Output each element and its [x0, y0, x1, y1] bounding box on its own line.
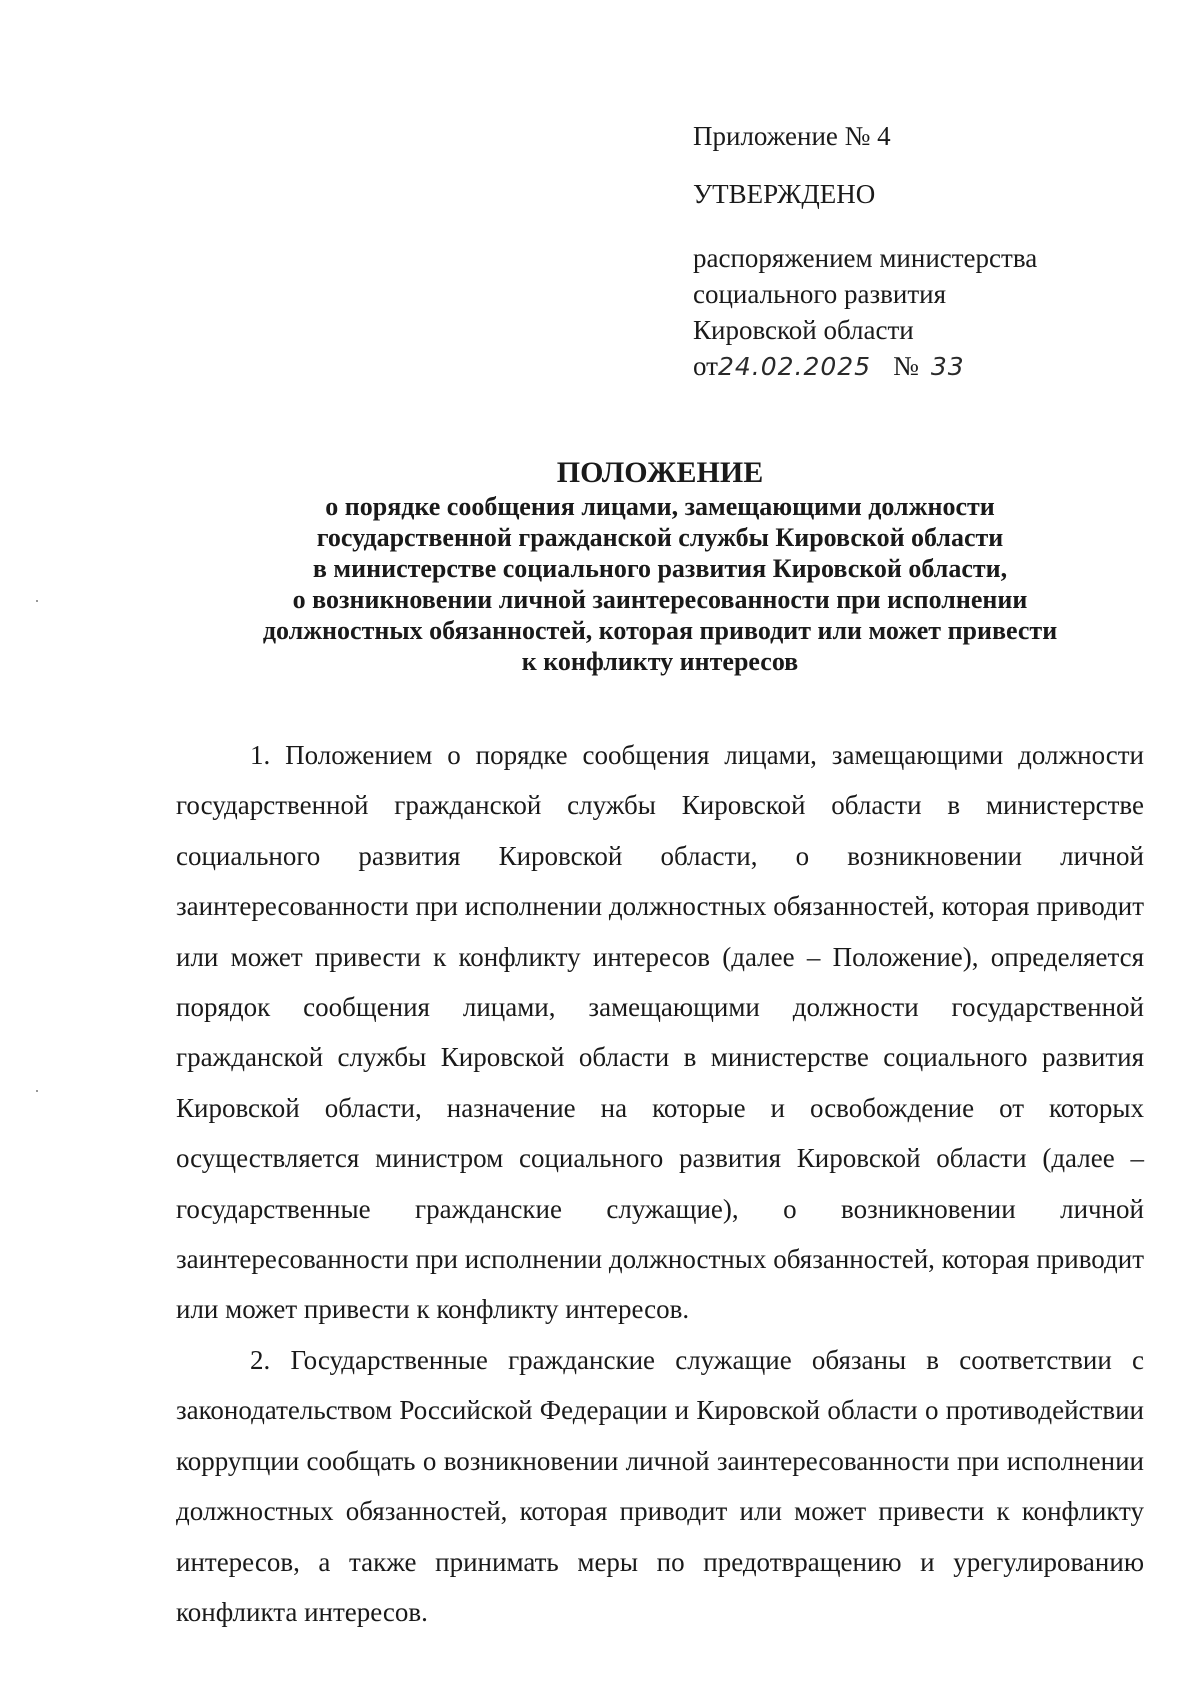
- title-line-4: о возникновении личной заинтересованности при исполнении: [292, 585, 1028, 614]
- document-title: [120, 455, 1200, 677]
- handwritten-number: 33: [930, 352, 965, 381]
- handwritten-date: 24.02.2025: [717, 352, 872, 381]
- paragraph-1: 1. Положением о порядке сообщения лицами, замещающими должности государственной гражданской службы Кировской области в министерстве социального развития Кировской области, о возникновении личной заинтересованности при исполнении должностных обязанностей, которая приводит или может привести к конфликту интересов (далее – Положение), определяется порядок сообщения лицами, замещающими должности государственной гражданской службы Кировской области в министерстве социального развития Кировской области, назначение на которые и освобождение от которых осуществляется министром социального развития Кировской области (далее – государственные гражданские служащие), о возникновении личной заинтересованности при исполнении должностных обязанностей, которая приводит или может привести к конфликту интересов.: [176, 740, 1144, 1325]
- approved-stamp-text: УТВЕРЖДЕНО: [693, 179, 876, 209]
- paragraph-2: 2. Государственные гражданские служащие обязаны в соответствии с законодательством Российской Федерации и Кировской области о противодействии коррупции сообщать о возникновении личной заинтересованности при исполнении должностных обязанностей, которая приводит или может привести к конфликту интересов, а также принимать меры по предотвращению и урегулированию конфликта интересов.: [176, 1344, 1144, 1627]
- title-heading: ПОЛОЖЕНИЕ: [556, 456, 764, 489]
- title-line-3: в министерстве социального развития Кировской области,: [312, 554, 1008, 583]
- date-prefix: от: [693, 351, 718, 381]
- order-line-2: социального развития: [693, 279, 947, 309]
- number-label: №: [893, 351, 919, 381]
- title-line-2: государственной гражданской службы Кировской области: [316, 523, 1004, 552]
- title-line-5: должностных обязанностей, которая приводит или может привести: [262, 616, 1058, 645]
- title-line-6: к конфликту интересов: [521, 647, 799, 676]
- scan-artifact: [36, 1090, 38, 1092]
- scan-artifact: [36, 600, 38, 602]
- order-date-line: [693, 348, 1153, 384]
- approval-block: [693, 118, 1153, 384]
- order-line-3: Кировской области: [693, 315, 914, 345]
- document-body: [176, 730, 1144, 1637]
- annex-label: Приложение № 4: [693, 121, 891, 151]
- title-line-1: о порядке сообщения лицами, замещающими должности: [325, 492, 995, 521]
- order-line-1: распоряжением министерства: [693, 243, 1038, 273]
